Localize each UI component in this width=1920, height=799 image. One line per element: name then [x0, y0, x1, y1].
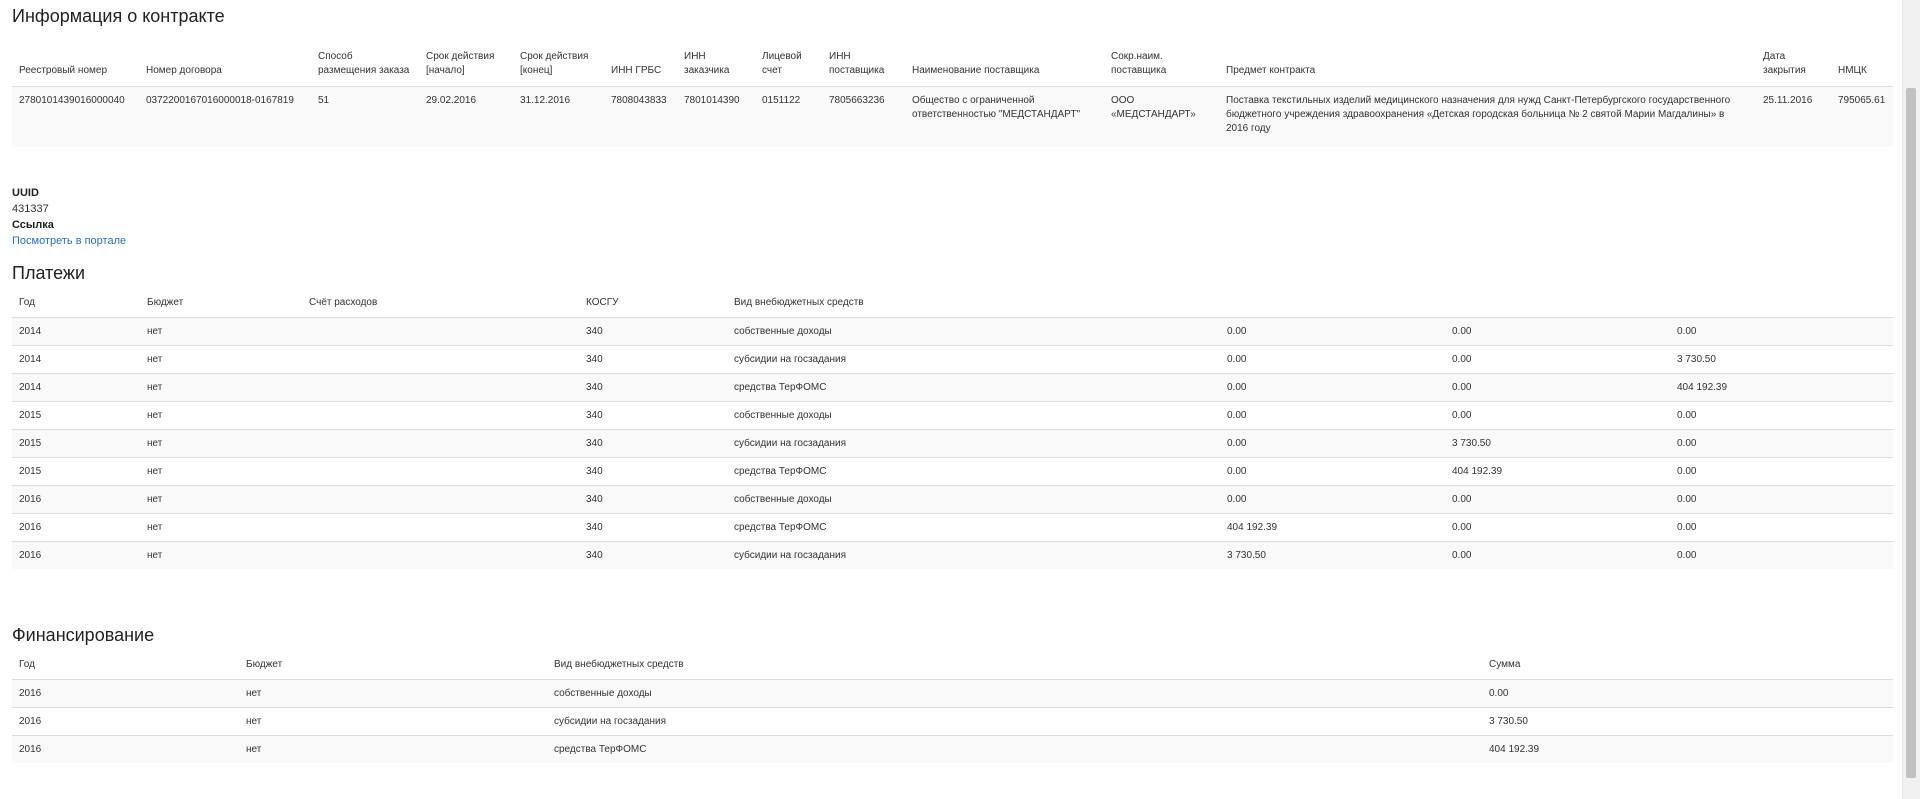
- cell-year: 2016: [12, 542, 140, 570]
- cell-amount-1: 404 192.39: [1220, 514, 1445, 542]
- cell-amount-3: 0.00: [1670, 542, 1893, 570]
- cell-budget: нет: [140, 486, 302, 514]
- cell-amount-1: 0.00: [1220, 402, 1445, 430]
- col-sum: Сумма: [1482, 652, 1893, 680]
- financing-section-title: Финансирование: [12, 625, 155, 645]
- cell-year: 2016: [12, 708, 239, 736]
- cell-expense-account: [302, 542, 579, 570]
- cell-year: 2016: [12, 514, 140, 542]
- cell-amount-1: 3 730.50: [1220, 542, 1445, 570]
- cell-kosgu: 340: [579, 374, 727, 402]
- cell-amount-3: 404 192.39: [1670, 374, 1893, 402]
- cell-budget: нет: [140, 402, 302, 430]
- cell-amount-1: 0.00: [1220, 374, 1445, 402]
- col-inn-supplier: ИНН поставщика: [822, 38, 905, 87]
- cell-term-end: 31.12.2016: [513, 87, 604, 148]
- cell-placement: 51: [311, 87, 419, 148]
- table-row: [12, 680, 1893, 708]
- cell-kosgu: 340: [579, 458, 727, 486]
- col-inn-grbs: ИНН ГРБС: [604, 38, 677, 87]
- table-row: [12, 458, 1893, 486]
- cell-year: 2015: [12, 458, 140, 486]
- scrollbar-thumb[interactable]: [1906, 88, 1916, 778]
- col-term-end: Срок действия [конец]: [513, 38, 604, 87]
- col-close-date: Дата закрытия: [1756, 38, 1831, 87]
- cell-funds-type: средства ТерФОМС: [547, 736, 1482, 764]
- uuid-value: 431337: [12, 203, 49, 215]
- cell-year: 2016: [12, 486, 140, 514]
- cell-year: 2015: [12, 430, 140, 458]
- table-row: [12, 346, 1893, 374]
- cell-budget: нет: [140, 346, 302, 374]
- cell-budget: нет: [140, 374, 302, 402]
- cell-budget: нет: [239, 708, 547, 736]
- cell-amount-2: 3 730.50: [1445, 430, 1670, 458]
- cell-kosgu: 340: [579, 542, 727, 570]
- cell-amount-2: 0.00: [1445, 514, 1670, 542]
- info-block: [12, 185, 126, 249]
- contract-section-title: Информация о контракте: [12, 6, 225, 26]
- cell-funds-type: субсидии на госзадания: [727, 346, 1220, 374]
- cell-kosgu: 340: [579, 402, 727, 430]
- cell-funds-type: собственные доходы: [727, 486, 1220, 514]
- cell-funds-type: собственные доходы: [727, 402, 1220, 430]
- cell-budget: нет: [239, 680, 547, 708]
- cell-amount-2: 0.00: [1445, 542, 1670, 570]
- col-funds-type: Вид внебюджетных средств: [547, 652, 1482, 680]
- cell-amount-3: 0.00: [1670, 486, 1893, 514]
- cell-nmck: 795065.61: [1831, 87, 1893, 148]
- cell-amount-2: 404 192.39: [1445, 458, 1670, 486]
- cell-kosgu: 340: [579, 346, 727, 374]
- table-row: [12, 374, 1893, 402]
- cell-amount-1: 0.00: [1220, 430, 1445, 458]
- cell-funds-type: субсидии на госзадания: [727, 430, 1220, 458]
- payments-table: [12, 290, 1893, 569]
- cell-funds-type: средства ТерФОМС: [727, 514, 1220, 542]
- col-year: Год: [12, 290, 140, 318]
- cell-inn-customer: 7801014390: [677, 87, 755, 148]
- col-amount-3: [1670, 290, 1893, 318]
- col-account: Лицевой счет: [755, 38, 822, 87]
- cell-year: 2016: [12, 680, 239, 708]
- cell-amount-2: 0.00: [1445, 486, 1670, 514]
- cell-budget: нет: [140, 430, 302, 458]
- col-budget: Бюджет: [140, 290, 302, 318]
- col-expense-account: Счёт расходов: [302, 290, 579, 318]
- cell-year: 2016: [12, 736, 239, 764]
- cell-amount-3: 0.00: [1670, 430, 1893, 458]
- col-kosgu: КОСГУ: [579, 290, 727, 318]
- cell-supplier-name: Общество с ограниченной ответственностью "МЕДСТАНДАРТ": [905, 87, 1104, 148]
- cell-funds-type: субсидии на госзадания: [547, 708, 1482, 736]
- uuid-label: UUID: [12, 187, 39, 199]
- cell-sum: 0.00: [1482, 680, 1893, 708]
- cell-amount-2: 0.00: [1445, 346, 1670, 374]
- financing-header-row: [12, 652, 1893, 680]
- col-budget: Бюджет: [239, 652, 547, 680]
- cell-contract-number: 0372200167016000018-0167819: [139, 87, 311, 148]
- cell-year: 2014: [12, 318, 140, 346]
- cell-amount-2: 0.00: [1445, 318, 1670, 346]
- cell-funds-type: субсидии на госзадания: [727, 542, 1220, 570]
- cell-sum: 404 192.39: [1482, 736, 1893, 764]
- cell-supplier-short: ООО «МЕДСТАНДАРТ»: [1104, 87, 1219, 148]
- cell-budget: нет: [140, 458, 302, 486]
- col-reg-number: Реестровый номер: [12, 38, 139, 87]
- col-supplier-name: Наименование поставщика: [905, 38, 1104, 87]
- payments-header-row: [12, 290, 1893, 318]
- cell-kosgu: 340: [579, 514, 727, 542]
- page: [12, 0, 1892, 799]
- cell-year: 2014: [12, 346, 140, 374]
- cell-expense-account: [302, 458, 579, 486]
- table-row: [12, 318, 1893, 346]
- cell-sum: 3 730.50: [1482, 708, 1893, 736]
- contract-header-row: [12, 38, 1893, 87]
- cell-amount-2: 0.00: [1445, 402, 1670, 430]
- cell-amount-3: 0.00: [1670, 318, 1893, 346]
- cell-expense-account: [302, 514, 579, 542]
- cell-amount-3: 3 730.50: [1670, 346, 1893, 374]
- table-row: [12, 486, 1893, 514]
- cell-amount-3: 0.00: [1670, 458, 1893, 486]
- payments-section-title: Платежи: [12, 263, 86, 283]
- cell-expense-account: [302, 346, 579, 374]
- cell-funds-type: средства ТерФОМС: [727, 374, 1220, 402]
- table-row: [12, 542, 1893, 570]
- cell-year: 2014: [12, 374, 140, 402]
- col-placement: Способ размещения заказа: [311, 38, 419, 87]
- cell-close-date: 25.11.2016: [1756, 87, 1831, 148]
- link-label: Ссылка: [12, 219, 54, 231]
- cell-account: 0151122: [755, 87, 822, 148]
- col-inn-customer: ИНН заказчика: [677, 38, 755, 87]
- table-row: [12, 514, 1893, 542]
- cell-kosgu: 340: [579, 430, 727, 458]
- col-year: Год: [12, 652, 239, 680]
- cell-subject: Поставка текстильных изделий медицинского назначения для нужд Санкт-Петербургского государственного бюджетного учреждения здравоохранения «Детская городская больница № 2 святой Марии Магдалины» в 2016 году: [1219, 87, 1756, 148]
- col-contract-number: Номер договора: [139, 38, 311, 87]
- cell-reg-number: 2780101439016000040: [12, 87, 139, 148]
- contract-row: [12, 87, 1893, 148]
- cell-amount-3: 0.00: [1670, 514, 1893, 542]
- cell-expense-account: [302, 318, 579, 346]
- portal-link[interactable]: Посмотреть в портале: [12, 235, 127, 247]
- financing-table: [12, 652, 1893, 763]
- col-amount-2: [1445, 290, 1670, 318]
- contract-table: [12, 38, 1893, 147]
- cell-funds-type: средства ТерФОМС: [727, 458, 1220, 486]
- cell-term-start: 29.02.2016: [419, 87, 513, 148]
- cell-amount-1: 0.00: [1220, 486, 1445, 514]
- cell-expense-account: [302, 486, 579, 514]
- col-amount-1: [1220, 290, 1445, 318]
- cell-amount-1: 0.00: [1220, 318, 1445, 346]
- col-supplier-short: Сокр.наим. поставщика: [1104, 38, 1219, 87]
- col-nmck: НМЦК: [1831, 38, 1893, 87]
- cell-budget: нет: [140, 542, 302, 570]
- cell-budget: нет: [140, 318, 302, 346]
- col-funds-type: Вид внебюджетных средств: [727, 290, 1220, 318]
- cell-expense-account: [302, 430, 579, 458]
- cell-inn-grbs: 7808043833: [604, 87, 677, 148]
- col-subject: Предмет контракта: [1219, 38, 1756, 87]
- col-term-start: Срок действия [начало]: [419, 38, 513, 87]
- table-row: [12, 708, 1893, 736]
- cell-amount-1: 0.00: [1220, 458, 1445, 486]
- cell-funds-type: собственные доходы: [547, 680, 1482, 708]
- cell-expense-account: [302, 374, 579, 402]
- vertical-scrollbar[interactable]: [1902, 0, 1920, 799]
- table-row: [12, 430, 1893, 458]
- cell-amount-3: 0.00: [1670, 402, 1893, 430]
- cell-kosgu: 340: [579, 318, 727, 346]
- table-row: [12, 402, 1893, 430]
- cell-funds-type: собственные доходы: [727, 318, 1220, 346]
- cell-expense-account: [302, 402, 579, 430]
- cell-amount-2: 0.00: [1445, 374, 1670, 402]
- table-row: [12, 736, 1893, 764]
- cell-budget: нет: [140, 514, 302, 542]
- cell-year: 2015: [12, 402, 140, 430]
- cell-budget: нет: [239, 736, 547, 764]
- cell-amount-1: 0.00: [1220, 346, 1445, 374]
- cell-inn-supplier: 7805663236: [822, 87, 905, 148]
- cell-kosgu: 340: [579, 486, 727, 514]
